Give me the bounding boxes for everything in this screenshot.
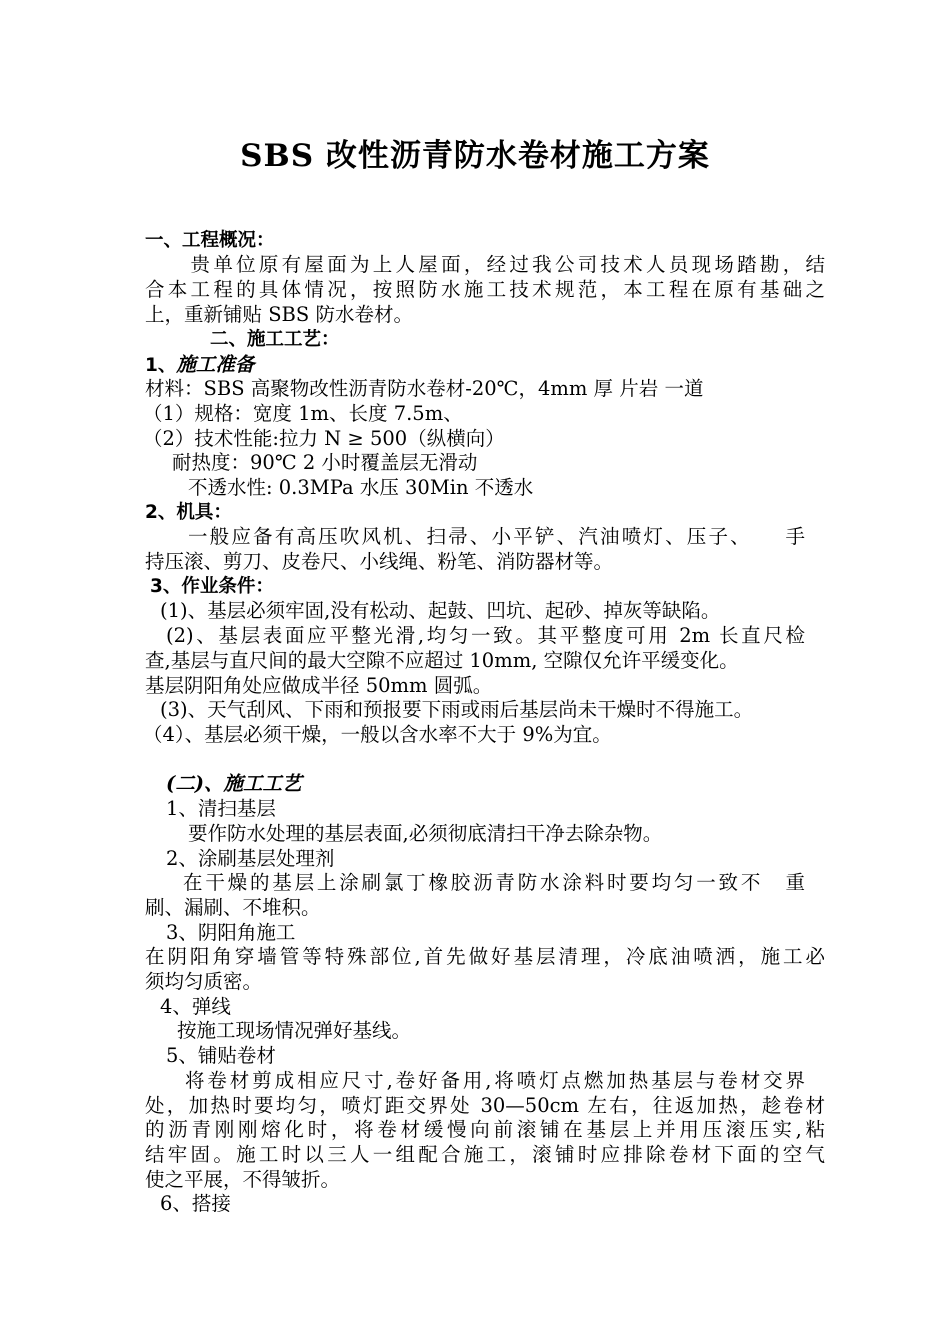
subheading-text: 施工准备: [176, 353, 255, 376]
paragraph-line: 在干燥的基层上涂刷氯丁橡胶沥青防水涂料时要均匀一致不 重: [183, 871, 805, 894]
paragraph-line: (3)、天气刮风、下雨和预报要下雨或雨后基层尚未干燥时不得施工。: [160, 698, 754, 721]
step-heading: 2、涂刷基层处理剂: [166, 847, 335, 870]
paragraph-line: 合本工程的具体情况，按照防水施工技术规范，本工程在原有基础之: [145, 278, 825, 301]
paragraph-line: 要作防水处理的基层表面,必须彻底清扫干净去除杂物。: [188, 822, 663, 845]
paragraph-line: 使之平展，不得皱折。: [145, 1168, 341, 1191]
paragraph-line: 持压滚、剪刀、皮卷尺、小线绳、粉笔、消防器材等。: [145, 550, 614, 573]
paragraph-line: 按施工现场情况弹好基线。: [177, 1019, 412, 1042]
step-heading: 4、弹线: [160, 995, 231, 1018]
paragraph-line: (2)、基层表面应平整光滑,均匀一致。其平整度可用 2m 长直尺检: [166, 624, 805, 647]
section-heading-overview: 一、工程概况：: [145, 230, 275, 251]
subheading-number: 1、: [145, 355, 177, 376]
paragraph-line: （4）、基层必须干燥，一般以含水率不大于 9%为宜。: [143, 723, 612, 746]
document-title: SBS 改性沥青防水卷材施工方案: [240, 138, 710, 174]
step-heading: 3、阴阳角施工: [166, 921, 296, 944]
subheading-conditions: 3、作业条件：: [150, 576, 274, 597]
paragraph-line: （1）规格：宽度 1m、长度 7.5m、: [143, 402, 463, 425]
paragraph-line: 一般应备有高压吹风机、扫帚、小平铲、汽油喷灯、压子、 手: [188, 525, 805, 548]
paragraph-line: （2）技术性能:拉力 N ≥ 500（纵横向）: [143, 427, 505, 450]
paragraph-line: 贵单位原有屋面为上人屋面，经过我公司技术人员现场踏勘，结: [145, 253, 825, 276]
paragraph-line: 耐热度：90℃ 2 小时覆盖层无滑动: [172, 451, 478, 474]
subheading-construction-process: (二)、施工工艺: [166, 772, 302, 795]
paragraph-line: 在阴阳角穿墙管等特殊部位,首先做好基层清理，冷底油喷洒，施工必: [145, 945, 825, 968]
step-heading: 6、搭接: [160, 1192, 231, 1215]
paragraph-line: 基层阴阳角处应做成半径 50mm 圆弧。: [145, 674, 493, 697]
paragraph-line: 的沥青刚刚熔化时，将卷材缓慢向前滚铺在基层上并用压滚压实,粘: [145, 1118, 825, 1141]
paragraph-line: 将卷材剪成相应尺寸,卷好备用,将喷灯点燃加热基层与卷材交界: [185, 1069, 805, 1092]
step-heading: 5、铺贴卷材: [166, 1044, 276, 1067]
paragraph-line: 材料：SBS 高聚物改性沥青防水卷材-20℃，4mm 厚 片岩 一道: [145, 377, 704, 400]
paragraph-line: 上，重新铺贴 SBS 防水卷材。: [145, 303, 413, 326]
paragraph-line: 处，加热时要均匀，喷灯距交界处 30—50cm 左右，往返加热，趁卷材: [145, 1094, 825, 1117]
paragraph-line: 查,基层与直尺间的最大空隙不应超过 10mm, 空隙仅允许平缓变化。: [145, 649, 739, 672]
subheading-tools: 2、机具：: [145, 502, 232, 523]
subheading-preparation: [145, 352, 825, 377]
section-heading-process: 二、施工工艺：: [210, 329, 340, 350]
paragraph-line: 结牢固。施工时以三人一组配合施工，滚铺时应排除卷材下面的空气: [145, 1143, 825, 1166]
paragraph-line: 须均匀质密。: [145, 970, 263, 993]
paragraph-line: (1)、基层必须牢固,没有松动、起鼓、凹坑、起砂、掉灰等缺陷。: [160, 599, 721, 622]
step-heading: 1、清扫基层: [166, 797, 276, 820]
paragraph-line: 刷、漏刷、不堆积。: [145, 896, 321, 919]
paragraph-line: 不透水性: 0.3MPa 水压 30Min 不透水: [188, 476, 534, 499]
